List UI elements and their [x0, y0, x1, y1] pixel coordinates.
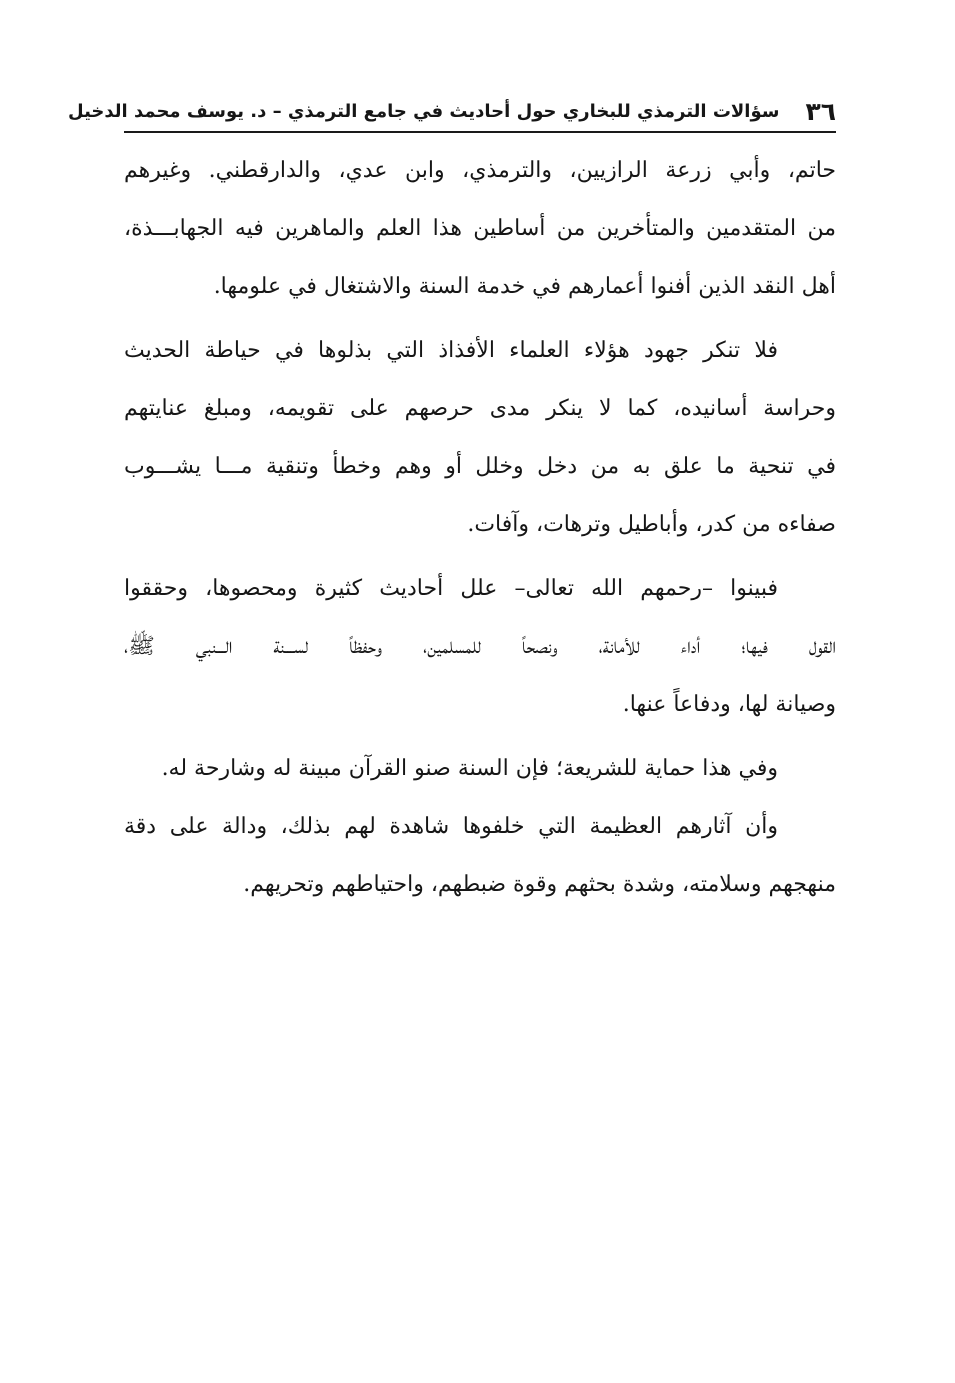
text-line: أهل النقد الذين أفنوا أعمارهم في خدمة السنة والاشتغال في علومها.	[213, 274, 836, 299]
text-line: وأن آثارهم العظيمة التي خلفوها شاهدة لهم بذلك، ودالة على دقة	[124, 814, 778, 839]
paragraph-2	[124, 322, 836, 554]
text-line: فبينوا –رحمهم الله تعالى– علل أحاديث كثيرة ومحصوها، وحققوا	[124, 576, 778, 601]
paragraph-3	[124, 560, 836, 734]
header-rule	[124, 131, 836, 133]
text-line: حاتم، وأبي زرعة الرازيين، والترمذي، وابن عدي، والدارقطني. وغيرهم	[124, 158, 836, 183]
text-line: في تنحية ما علق به من دخل وخلل أو وهم وخطأ وتنقية مـــا يشـــوب	[124, 454, 836, 479]
paragraph-5	[124, 798, 836, 914]
text-line: وحراسة أسانيده، كما لا ينكر مدى حرصهم على تقويمه، ومبلغ عنايتهم	[124, 396, 836, 421]
body-text	[124, 142, 836, 914]
text-line: منهجهم وسلامته، وشدة بحثهم وقوة ضبطهم، واحتياطهم وتحريهم.	[243, 872, 836, 897]
text-line: القول فيها؛ أداء للأمانة، ونصحاً للمسلمين، وحفظاً لســـنة الـــنبي ﷺ،	[124, 634, 836, 659]
text-line: من المتقدمين والمتأخرين من أساطين هذا العلم والماهرين فيه الجهابـــذة،	[124, 216, 836, 241]
paragraph-1	[124, 142, 836, 316]
running-title: سؤالات الترمذي للبخاري حول أحاديث في جامع الترمذي – د. يوسف محمد الدخيل	[68, 101, 780, 122]
page-header	[68, 92, 836, 130]
text-line: وفي هذا حماية للشريعة؛ فإن السنة صنو القرآن مبينة له وشارحة له.	[161, 756, 778, 781]
paragraph-4	[124, 740, 836, 798]
text-line: صفاءه من كدر، وأباطيل وترهات، وآفات.	[467, 512, 836, 537]
text-line: فلا تنكر جهود هؤلاء العلماء الأفذاذ التي بذلوها في حياطة الحديث	[124, 338, 778, 363]
page-number: ٣٦	[805, 97, 836, 126]
text-line: وصيانة لها، ودفاعاً عنها.	[622, 692, 836, 717]
